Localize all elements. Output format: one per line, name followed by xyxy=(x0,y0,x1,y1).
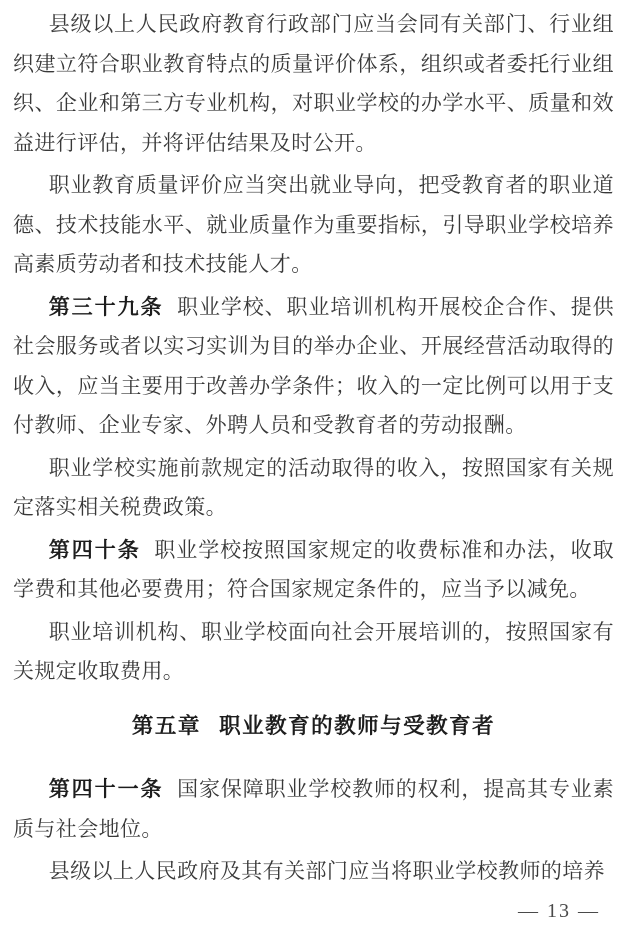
paragraph-article-40 xyxy=(13,531,614,610)
article-41-text: 国家保障职业学校教师的权利，提高其专业素质与社会地位。 xyxy=(13,777,614,841)
paragraph-quality-evaluation-orientation: 职业教育质量评价应当突出就业导向，把受教育者的职业道德、技术技能水平、就业质量作为重要指标，引导职业学校培养高素质劳动者和技术技能人才。 xyxy=(13,173,614,276)
paragraph-article-41 xyxy=(13,770,614,849)
paragraph-article-39 xyxy=(13,288,614,446)
page-footer xyxy=(518,899,600,923)
article-40-number: 第四十条 xyxy=(48,538,141,562)
article-41-number: 第四十一条 xyxy=(48,778,164,801)
article-39-number: 第三十九条 xyxy=(48,295,164,319)
paragraph-tax-policy: 职业学校实施前款规定的活动取得的收入，按照国家有关规定落实相关税费政策。 xyxy=(13,455,614,519)
paragraph-teacher-training: 县级以上人民政府及其有关部门应当将职业学校教师的培养 xyxy=(48,859,606,883)
chapter-title: 职业教育的教师与受教育者 xyxy=(219,713,496,738)
article-39-text: 职业学校、职业培训机构开展校企合作、提供社会服务或者以实习实训为目的举办企业、开展经营活动取得的收入，应当主要用于改善办学条件；收入的一定比例可以用于支付教师、企业专家、外聘人员和受教育者的劳动报酬。 xyxy=(13,294,614,437)
paragraph-training-fees: 职业培训机构、职业学校面向社会开展培训的，按照国家有关规定收取费用。 xyxy=(13,619,614,683)
paragraph-quality-evaluation-system: 县级以上人民政府教育行政部门应当会同有关部门、行业组织建立符合职业教育特点的质量评价体系，组织或者委托行业组织、企业和第三方专业机构，对职业学校的办学水平、质量和效益进行评估，并将评估结果及时公开。 xyxy=(13,12,614,155)
chapter-number: 第五章 xyxy=(131,713,201,738)
page-number: — 13 — xyxy=(518,900,600,922)
chapter-heading xyxy=(13,707,614,747)
article-40-text: 职业学校按照国家规定的收费标准和办法，收取学费和其他必要费用；符合国家规定条件的，应当予以减免。 xyxy=(13,537,614,601)
